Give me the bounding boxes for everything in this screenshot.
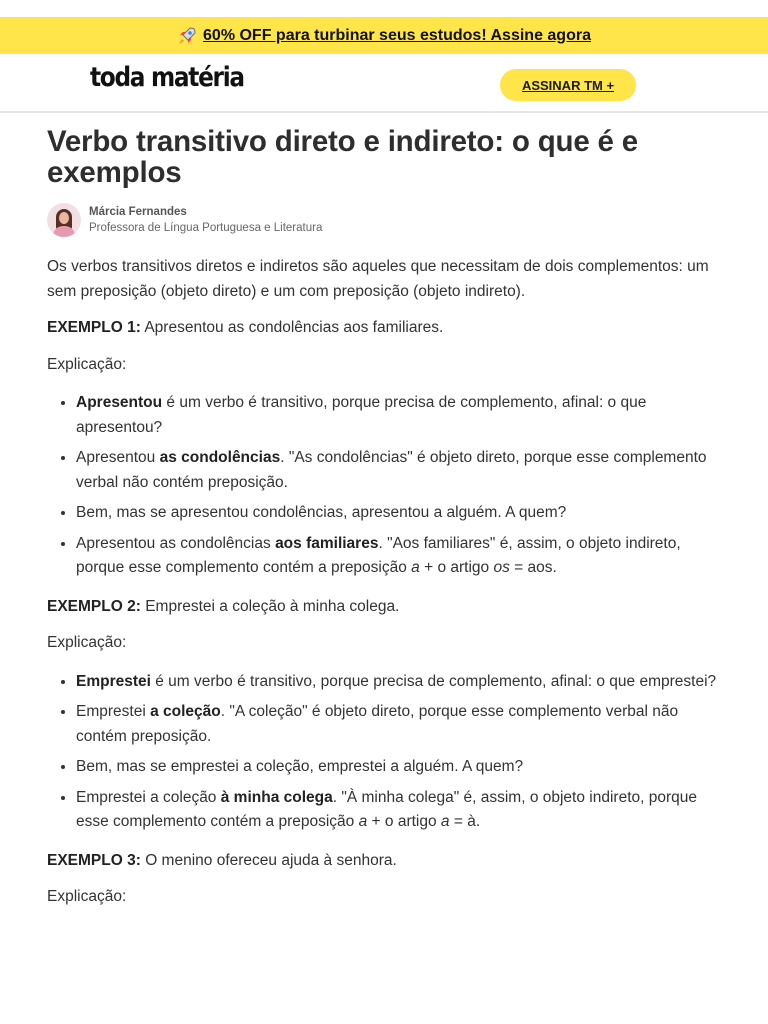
example-label: EXEMPLO 3: xyxy=(47,851,141,869)
author-role: Professora de Língua Portuguesa e Literatura xyxy=(89,222,323,234)
author-block xyxy=(47,203,727,237)
article-body xyxy=(47,255,727,910)
list-item: • Bem, mas se emprestei a coleção, emprestei a alguém. A quem? xyxy=(76,755,727,780)
explanation-list xyxy=(76,391,727,581)
example-paragraph xyxy=(47,316,727,341)
list-item: • Apresentou as condolências. "As condolências" é objeto direto, porque esse complemento verbal não contém preposição. xyxy=(76,446,727,495)
list-item: • Emprestei a coleção. "A coleção" é objeto direto, porque esse complemento verbal não contém preposição. xyxy=(76,700,727,749)
rocket-icon xyxy=(177,26,197,46)
article xyxy=(47,126,727,922)
site-logo[interactable]: toda matéria xyxy=(90,62,244,93)
list-item: • Apresentou as condolências aos familiares. "Aos familiares" é, assim, o objeto indireto, porque esse complemento contém a preposição a + o artigo os = aos. xyxy=(76,532,727,581)
intro-paragraph: Os verbos transitivos diretos e indiretos são aqueles que necessitam de dois complementos: um sem preposição (objeto direto) e um com preposição (objeto indireto). xyxy=(47,258,709,300)
explanation-list xyxy=(76,670,727,835)
explanation-label: Explicação: xyxy=(47,355,127,373)
list-item: • Emprestei a coleção à minha colega. "À minha colega" é, assim, o objeto indireto, porque esse complemento contém a preposição a + o artigo a = à. xyxy=(76,786,727,835)
example-label: EXEMPLO 1: xyxy=(47,319,141,336)
example-label: EXEMPLO 2: xyxy=(47,597,141,615)
explanation-label: Explicação: xyxy=(47,634,127,651)
list-item: • Bem, mas se apresentou condolências, apresentou a alguém. A quem? xyxy=(76,501,727,526)
example-sentence: O menino ofereceu ajuda à senhora. xyxy=(140,851,397,869)
example-paragraph xyxy=(47,849,727,874)
promo-link[interactable] xyxy=(177,26,591,46)
promo-banner xyxy=(0,17,768,54)
author-name[interactable]: Márcia Fernandes xyxy=(89,206,187,218)
site-header xyxy=(0,54,768,113)
page-title: Verbo transitivo direto e indireto: o que é e exemplos xyxy=(47,125,638,189)
example-sentence: Emprestei a coleção à minha colega. xyxy=(140,597,400,615)
list-item: • Apresentou é um verbo é transitivo, porque precisa de complemento, afinal: o que apresentou? xyxy=(76,391,727,440)
list-item: • Emprestei é um verbo é transitivo, porque precisa de complemento, afinal: o que emprestei? xyxy=(76,670,727,695)
example-paragraph xyxy=(47,595,727,620)
subscribe-button[interactable]: ASSINAR TM + xyxy=(500,69,636,101)
explanation-label: Explicação: xyxy=(47,888,127,905)
promo-text: 60% OFF para turbinar seus estudos! Assine agora xyxy=(203,26,591,44)
avatar[interactable] xyxy=(47,203,81,237)
example-sentence: Apresentou as condolências aos familiares. xyxy=(140,319,444,336)
